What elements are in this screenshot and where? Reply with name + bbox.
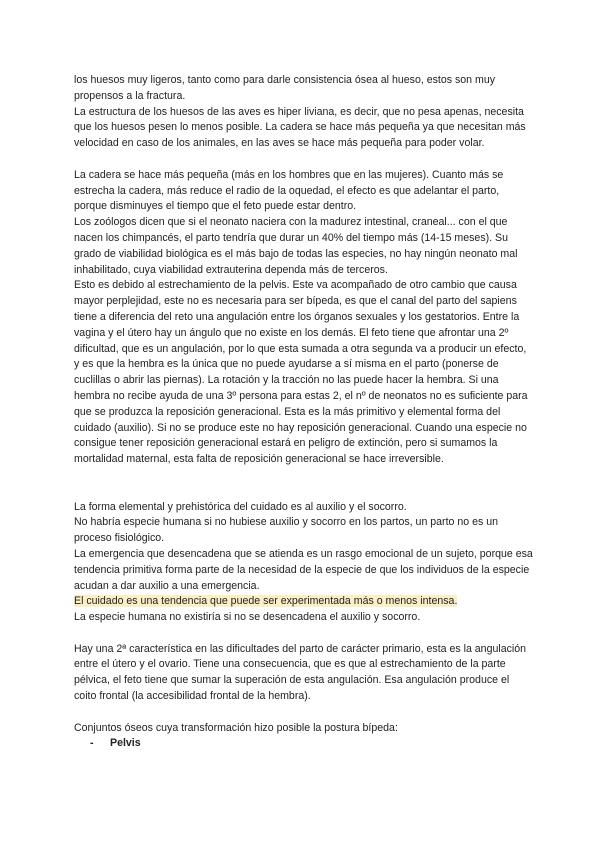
highlight-mark: El cuidado es una tendencia que puede ser experimentada más o menos intensa. [74,595,458,608]
paragraph: La estructura de los huesos de las aves es hiper liviana, es decir, que no pesa apenas, necesita que los huesos pesen lo menos posible. La cadera se hace más pequeña ya que necesitan más velocidad en caso de los animales, en las aves se hace más pequeña para poder volar. [74,105,526,150]
spacer [74,152,534,168]
paragraph: Conjuntos óseos cuya transformación hizo posible la postura bípeda: [74,721,398,734]
paragraph: los huesos muy ligeros, tanto como para darle consistencia ósea al hueso, estos son muy propensos a la fractura. [74,74,496,102]
paragraph: Esto es debido al estrechamiento de la pelvis. Este va acompañado de otro cambio que causa mayor perplejidad, este no es necesaria para ser bípeda, es que el canal del parto del sapiens tiene a diferencia del reto una angulación entre los órganos sexuales y los gestatorios. Entre la vagina y el útero hay un ángulo que no existe en los demás. El feto tiene que afrontar una 2º dificultad, que es un angulación, por lo que esta sumada a otra segunda va a producir un efecto, y es que la hembra es la única que no puede ayudarse a sí misma en el parto (ponerse de cuclillas o abrir las piernas). La rotación y la tracción no las puede hacer la hembra. Si una hembra no recibe ayuda de una 3º persona para estas 2, el nº de neonatos no es suficiente para que se produzca la reposición generacional. Esta es la más primitivo y elemental forma del cuidado (auxilio). Si no se produce este no hay reposición generacional. Cuando una especie no consigue tener reposición generacional estará en peligro de extinción, pero si sumamos la mortalidad maternal, esta falta de reposición generacional se hace irreversible. [74,279,528,466]
paragraph: Los zoólogos dicen que si el neonato naciera con la madurez intestinal, craneal... con el que nacen los chimpancés, el parto tendría que durar un 40% del tiempo más (14-15 meses). Su grado de viabilidad biológica es el más bajo de todas las especies, no hay ningún neonato mal inhabilitado, cuya viabilidad extrauterina dependa más de terceros. [74,216,518,276]
paragraph: Hay una 2ª característica en las dificultades del parto de carácter primario, esta es la angulación entre el útero y el ovario. Tiene una consecuencia, que es que al estrechamiento de la parte pélvica, el feto tiene que sumar la superación de esta angulación. Esa angulación produce el coito frontal (la accesibilidad frontal de la hembra). [74,642,527,703]
spacer [74,626,534,642]
bullet-marker: - [90,737,94,750]
bullet-item [74,736,534,752]
document-body [74,73,534,752]
paragraph: La forma elemental y prehistórica del cuidado es al auxilio y el socorro. [74,500,407,513]
spacer [74,468,534,500]
paragraph: La especie humana no existiría si no se desencadena el auxilio y socorro. [74,611,421,624]
paragraph: La cadera se hace más pequeña (más en los hombres que en las mujeres). Cuanto más se estrecha la cadera, más reduce el radio de la oquedad, el efecto es que adelantar el parto, porque disminuyes el tiempo que el feto puede estar dentro. [74,168,504,213]
bullet-label: Pelvis [110,737,141,750]
spacer [74,705,534,721]
paragraph: La emergencia que desencadena que se atienda es un rasgo emocional de un sujeto, porque esa tendencia primitiva forma parte de la necesidad de la especie de que los individuos de la especie acudan a dar auxilio a una emergencia. [74,547,533,592]
highlighted-paragraph [74,594,534,610]
paragraph: No habría especie humana si no hubiese auxilio y socorro en los partos, un parto no es un proceso fisiológico. [74,516,499,545]
